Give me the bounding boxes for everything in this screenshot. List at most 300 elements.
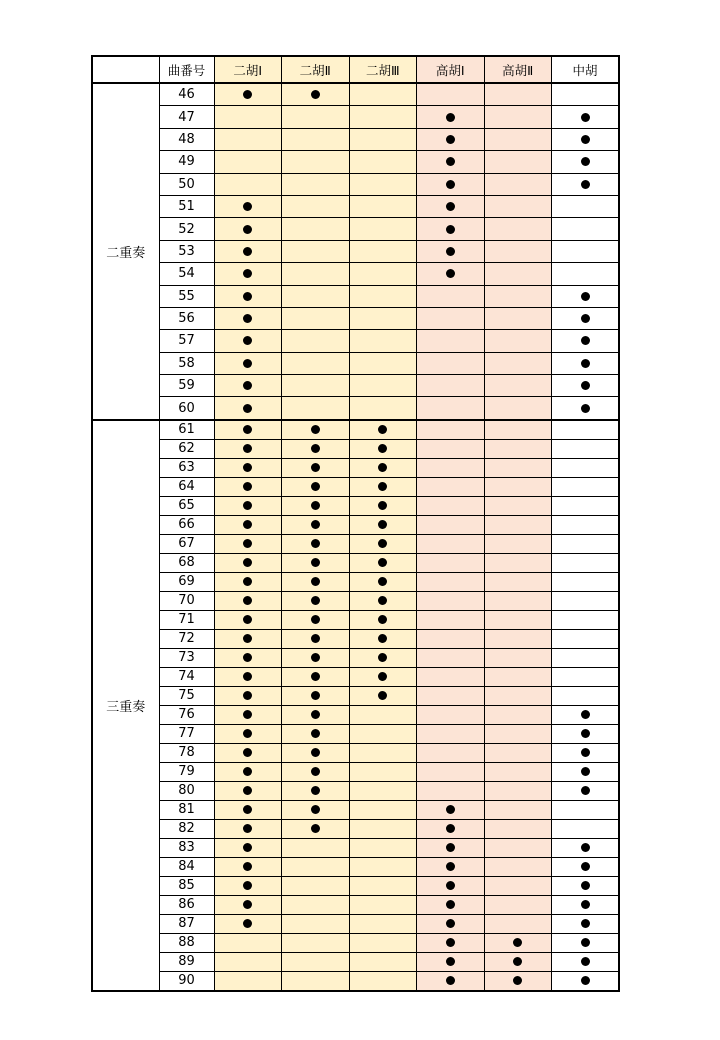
group-label: 三重奏 — [92, 420, 159, 991]
filled-circle-icon — [446, 157, 455, 166]
table-row — [92, 195, 619, 217]
filled-circle-icon — [243, 786, 252, 795]
erhu-1-cell — [214, 971, 282, 991]
filled-circle-icon — [513, 957, 522, 966]
erhu-2-cell — [282, 439, 350, 458]
filled-circle-icon — [311, 558, 320, 567]
filled-circle-icon — [378, 634, 387, 643]
erhu-2-cell — [282, 352, 350, 374]
zhonghu-cell — [552, 857, 620, 876]
filled-circle-icon — [311, 748, 320, 757]
erhu-2-cell — [282, 553, 350, 572]
song-number-cell: 75 — [159, 686, 214, 705]
erhu-2-cell — [282, 686, 350, 705]
song-number-cell: 87 — [159, 914, 214, 933]
erhu-3-cell — [349, 285, 417, 307]
filled-circle-icon — [446, 225, 455, 234]
gaohu-1-cell — [417, 173, 485, 195]
erhu-3-cell — [349, 173, 417, 195]
erhu-3-cell — [349, 439, 417, 458]
erhu-3-cell — [349, 629, 417, 648]
erhu-1-cell — [214, 397, 282, 420]
filled-circle-icon — [446, 843, 455, 852]
erhu-1-cell — [214, 781, 282, 800]
erhu-2-cell — [282, 263, 350, 285]
zhonghu-cell — [552, 838, 620, 857]
erhu-3-cell — [349, 572, 417, 591]
erhu-2-cell — [282, 458, 350, 477]
erhu-2-cell — [282, 952, 350, 971]
erhu-3-cell — [349, 496, 417, 515]
table-row — [92, 553, 619, 572]
erhu-1-cell — [214, 572, 282, 591]
gaohu-1-cell — [417, 240, 485, 262]
erhu-2-cell — [282, 629, 350, 648]
gaohu-1-cell — [417, 800, 485, 819]
filled-circle-icon — [243, 482, 252, 491]
erhu-3-cell — [349, 458, 417, 477]
erhu-3-cell — [349, 128, 417, 150]
filled-circle-icon — [446, 957, 455, 966]
table-row — [92, 458, 619, 477]
gaohu-1-cell — [417, 352, 485, 374]
zhonghu-cell — [552, 307, 620, 329]
gaohu-2-cell — [484, 439, 552, 458]
table-row — [92, 857, 619, 876]
filled-circle-icon — [243, 501, 252, 510]
table-row — [92, 743, 619, 762]
erhu-2-cell — [282, 724, 350, 743]
gaohu-2-cell — [484, 330, 552, 352]
filled-circle-icon — [311, 577, 320, 586]
erhu-1-cell — [214, 439, 282, 458]
filled-circle-icon — [243, 615, 252, 624]
erhu-3-cell — [349, 151, 417, 173]
table-row — [92, 240, 619, 262]
filled-circle-icon — [581, 729, 590, 738]
gaohu-1-cell — [417, 971, 485, 991]
table-row — [92, 686, 619, 705]
song-number-cell: 69 — [159, 572, 214, 591]
erhu-2-cell — [282, 195, 350, 217]
zhonghu-cell — [552, 218, 620, 240]
duet-group — [92, 83, 619, 420]
table-row — [92, 307, 619, 329]
gaohu-1-cell — [417, 218, 485, 240]
erhu-1-cell — [214, 591, 282, 610]
song-number-cell: 59 — [159, 375, 214, 397]
erhu-2-cell — [282, 971, 350, 991]
filled-circle-icon — [446, 202, 455, 211]
gaohu-2-cell — [484, 895, 552, 914]
filled-circle-icon — [581, 336, 590, 345]
erhu-1-cell — [214, 330, 282, 352]
gaohu-1-cell — [417, 128, 485, 150]
zhonghu-cell — [552, 800, 620, 819]
filled-circle-icon — [311, 710, 320, 719]
song-number-cell: 83 — [159, 838, 214, 857]
zhonghu-cell — [552, 876, 620, 895]
gaohu-2-cell — [484, 857, 552, 876]
filled-circle-icon — [243, 359, 252, 368]
zhonghu-cell — [552, 496, 620, 515]
erhu-3-cell — [349, 591, 417, 610]
song-number-cell: 50 — [159, 173, 214, 195]
erhu-2-cell — [282, 762, 350, 781]
erhu-3-cell — [349, 838, 417, 857]
gaohu-1-cell — [417, 610, 485, 629]
gaohu-1-cell — [417, 439, 485, 458]
song-number-cell: 88 — [159, 933, 214, 952]
erhu-3-cell — [349, 397, 417, 420]
filled-circle-icon — [581, 113, 590, 122]
gaohu-2-cell — [484, 534, 552, 553]
filled-circle-icon — [581, 976, 590, 985]
erhu-3-cell — [349, 534, 417, 553]
table-row — [92, 610, 619, 629]
erhu-1-cell — [214, 724, 282, 743]
erhu-3-cell — [349, 952, 417, 971]
filled-circle-icon — [311, 539, 320, 548]
table-row — [92, 515, 619, 534]
filled-circle-icon — [243, 463, 252, 472]
filled-circle-icon — [378, 501, 387, 510]
erhu-3-cell — [349, 330, 417, 352]
filled-circle-icon — [581, 900, 590, 909]
song-number-cell: 85 — [159, 876, 214, 895]
filled-circle-icon — [581, 843, 590, 852]
table-row — [92, 648, 619, 667]
filled-circle-icon — [243, 634, 252, 643]
erhu-2-cell — [282, 106, 350, 128]
erhu-1-cell — [214, 151, 282, 173]
table-row — [92, 151, 619, 173]
gaohu-1-cell — [417, 629, 485, 648]
gaohu-1-cell — [417, 420, 485, 440]
erhu-3-cell — [349, 819, 417, 838]
erhu-3-cell — [349, 857, 417, 876]
filled-circle-icon — [581, 710, 590, 719]
song-number-cell: 86 — [159, 895, 214, 914]
erhu-1-cell — [214, 240, 282, 262]
erhu-3-cell — [349, 724, 417, 743]
erhu-3-cell — [349, 83, 417, 106]
filled-circle-icon — [446, 180, 455, 189]
song-number-cell: 62 — [159, 439, 214, 458]
zhonghu-cell — [552, 439, 620, 458]
zhonghu-cell — [552, 330, 620, 352]
erhu-2-cell — [282, 83, 350, 106]
filled-circle-icon — [378, 482, 387, 491]
filled-circle-icon — [378, 577, 387, 586]
erhu-3-cell — [349, 610, 417, 629]
zhonghu-cell — [552, 762, 620, 781]
zhonghu-cell — [552, 352, 620, 374]
gaohu-1-cell — [417, 477, 485, 496]
filled-circle-icon — [311, 634, 320, 643]
gaohu-2-cell — [484, 610, 552, 629]
gaohu-2-cell — [484, 307, 552, 329]
zhonghu-cell — [552, 477, 620, 496]
gaohu-2-cell — [484, 819, 552, 838]
erhu-3-cell — [349, 800, 417, 819]
filled-circle-icon — [243, 767, 252, 776]
filled-circle-icon — [243, 336, 252, 345]
erhu-1-cell — [214, 420, 282, 440]
zhonghu-cell — [552, 705, 620, 724]
erhu-1-cell — [214, 800, 282, 819]
zhonghu-cell — [552, 106, 620, 128]
table-row — [92, 572, 619, 591]
erhu-1-cell — [214, 952, 282, 971]
song-number-cell: 90 — [159, 971, 214, 991]
gaohu-1-cell — [417, 743, 485, 762]
erhu-2-cell — [282, 591, 350, 610]
table-row — [92, 667, 619, 686]
filled-circle-icon — [311, 786, 320, 795]
erhu-2-cell — [282, 838, 350, 857]
table-row — [92, 285, 619, 307]
filled-circle-icon — [243, 729, 252, 738]
zhonghu-cell — [552, 375, 620, 397]
erhu-3-cell — [349, 895, 417, 914]
filled-circle-icon — [311, 767, 320, 776]
gaohu-2-cell — [484, 458, 552, 477]
filled-circle-icon — [513, 938, 522, 947]
erhu-1-cell — [214, 458, 282, 477]
gaohu-2-cell — [484, 952, 552, 971]
erhu-3-cell — [349, 420, 417, 440]
zhonghu-cell — [552, 952, 620, 971]
erhu-2-cell — [282, 743, 350, 762]
erhu-1-cell — [214, 857, 282, 876]
filled-circle-icon — [446, 881, 455, 890]
erhu-3-cell — [349, 876, 417, 895]
erhu-3-cell — [349, 971, 417, 991]
erhu-3-cell — [349, 218, 417, 240]
gaohu-2-cell — [484, 743, 552, 762]
table-row — [92, 330, 619, 352]
zhonghu-cell — [552, 591, 620, 610]
filled-circle-icon — [581, 180, 590, 189]
erhu-1-cell — [214, 914, 282, 933]
gaohu-2-cell — [484, 375, 552, 397]
filled-circle-icon — [581, 862, 590, 871]
gaohu-2-cell — [484, 263, 552, 285]
gaohu-2-cell — [484, 705, 552, 724]
gaohu-2-cell — [484, 781, 552, 800]
filled-circle-icon — [446, 900, 455, 909]
song-number-cell: 84 — [159, 857, 214, 876]
header-erhu-2: 二胡Ⅱ — [282, 56, 350, 83]
erhu-3-cell — [349, 553, 417, 572]
song-number-cell: 64 — [159, 477, 214, 496]
erhu-3-cell — [349, 686, 417, 705]
gaohu-1-cell — [417, 307, 485, 329]
gaohu-2-cell — [484, 648, 552, 667]
erhu-3-cell — [349, 667, 417, 686]
filled-circle-icon — [243, 202, 252, 211]
table-row — [92, 591, 619, 610]
erhu-2-cell — [282, 933, 350, 952]
song-number-cell: 63 — [159, 458, 214, 477]
filled-circle-icon — [581, 404, 590, 413]
filled-circle-icon — [243, 919, 252, 928]
table-row — [92, 263, 619, 285]
filled-circle-icon — [446, 938, 455, 947]
song-number-cell: 80 — [159, 781, 214, 800]
zhonghu-cell — [552, 285, 620, 307]
header-erhu-3: 二胡Ⅲ — [349, 56, 417, 83]
filled-circle-icon — [243, 577, 252, 586]
erhu-2-cell — [282, 375, 350, 397]
erhu-1-cell — [214, 106, 282, 128]
gaohu-1-cell — [417, 933, 485, 952]
erhu-3-cell — [349, 106, 417, 128]
gaohu-1-cell — [417, 496, 485, 515]
erhu-2-cell — [282, 819, 350, 838]
gaohu-2-cell — [484, 128, 552, 150]
table-row — [92, 876, 619, 895]
erhu-2-cell — [282, 781, 350, 800]
filled-circle-icon — [311, 596, 320, 605]
zhonghu-cell — [552, 420, 620, 440]
filled-circle-icon — [311, 90, 320, 99]
filled-circle-icon — [243, 520, 252, 529]
gaohu-2-cell — [484, 800, 552, 819]
song-number-cell: 57 — [159, 330, 214, 352]
gaohu-1-cell — [417, 458, 485, 477]
filled-circle-icon — [311, 615, 320, 624]
group-label: 二重奏 — [92, 83, 159, 420]
zhonghu-cell — [552, 195, 620, 217]
erhu-3-cell — [349, 240, 417, 262]
table-row — [92, 724, 619, 743]
gaohu-1-cell — [417, 838, 485, 857]
table-row — [92, 933, 619, 952]
filled-circle-icon — [243, 404, 252, 413]
filled-circle-icon — [243, 653, 252, 662]
table-row — [92, 173, 619, 195]
filled-circle-icon — [581, 748, 590, 757]
song-number-cell: 48 — [159, 128, 214, 150]
header-gaohu-2: 高胡Ⅱ — [484, 56, 552, 83]
zhonghu-cell — [552, 83, 620, 106]
gaohu-2-cell — [484, 173, 552, 195]
filled-circle-icon — [378, 425, 387, 434]
filled-circle-icon — [581, 292, 590, 301]
filled-circle-icon — [311, 425, 320, 434]
erhu-2-cell — [282, 667, 350, 686]
header-corner — [92, 56, 159, 83]
erhu-1-cell — [214, 173, 282, 195]
filled-circle-icon — [243, 710, 252, 719]
table-row — [92, 397, 619, 420]
table-row — [92, 106, 619, 128]
gaohu-1-cell — [417, 781, 485, 800]
erhu-2-cell — [282, 648, 350, 667]
filled-circle-icon — [311, 691, 320, 700]
gaohu-1-cell — [417, 686, 485, 705]
filled-circle-icon — [446, 976, 455, 985]
part-assignment-table — [91, 55, 620, 992]
erhu-3-cell — [349, 933, 417, 952]
erhu-2-cell — [282, 800, 350, 819]
erhu-3-cell — [349, 477, 417, 496]
song-number-cell: 58 — [159, 352, 214, 374]
zhonghu-cell — [552, 173, 620, 195]
erhu-1-cell — [214, 648, 282, 667]
zhonghu-cell — [552, 515, 620, 534]
filled-circle-icon — [581, 314, 590, 323]
header-gaohu-1: 高胡Ⅰ — [417, 56, 485, 83]
filled-circle-icon — [378, 558, 387, 567]
gaohu-1-cell — [417, 876, 485, 895]
erhu-2-cell — [282, 477, 350, 496]
erhu-2-cell — [282, 895, 350, 914]
gaohu-1-cell — [417, 762, 485, 781]
filled-circle-icon — [243, 292, 252, 301]
zhonghu-cell — [552, 553, 620, 572]
song-number-cell: 79 — [159, 762, 214, 781]
filled-circle-icon — [311, 520, 320, 529]
gaohu-1-cell — [417, 397, 485, 420]
filled-circle-icon — [243, 881, 252, 890]
gaohu-2-cell — [484, 724, 552, 743]
gaohu-1-cell — [417, 263, 485, 285]
gaohu-2-cell — [484, 572, 552, 591]
erhu-1-cell — [214, 686, 282, 705]
erhu-1-cell — [214, 705, 282, 724]
song-number-cell: 78 — [159, 743, 214, 762]
filled-circle-icon — [243, 900, 252, 909]
zhonghu-cell — [552, 629, 620, 648]
filled-circle-icon — [446, 247, 455, 256]
gaohu-2-cell — [484, 971, 552, 991]
erhu-3-cell — [349, 307, 417, 329]
erhu-2-cell — [282, 173, 350, 195]
erhu-3-cell — [349, 781, 417, 800]
erhu-2-cell — [282, 534, 350, 553]
song-number-cell: 49 — [159, 151, 214, 173]
erhu-3-cell — [349, 705, 417, 724]
gaohu-1-cell — [417, 724, 485, 743]
song-number-cell: 56 — [159, 307, 214, 329]
gaohu-1-cell — [417, 330, 485, 352]
filled-circle-icon — [446, 862, 455, 871]
filled-circle-icon — [311, 672, 320, 681]
erhu-1-cell — [214, 128, 282, 150]
gaohu-2-cell — [484, 477, 552, 496]
zhonghu-cell — [552, 572, 620, 591]
song-number-cell: 71 — [159, 610, 214, 629]
zhonghu-cell — [552, 933, 620, 952]
filled-circle-icon — [581, 359, 590, 368]
filled-circle-icon — [243, 539, 252, 548]
song-number-cell: 66 — [159, 515, 214, 534]
filled-circle-icon — [581, 767, 590, 776]
filled-circle-icon — [378, 520, 387, 529]
table-row — [92, 496, 619, 515]
table-row — [92, 420, 619, 440]
gaohu-1-cell — [417, 151, 485, 173]
filled-circle-icon — [243, 269, 252, 278]
table-row — [92, 952, 619, 971]
erhu-2-cell — [282, 515, 350, 534]
zhonghu-cell — [552, 534, 620, 553]
erhu-1-cell — [214, 534, 282, 553]
erhu-1-cell — [214, 553, 282, 572]
